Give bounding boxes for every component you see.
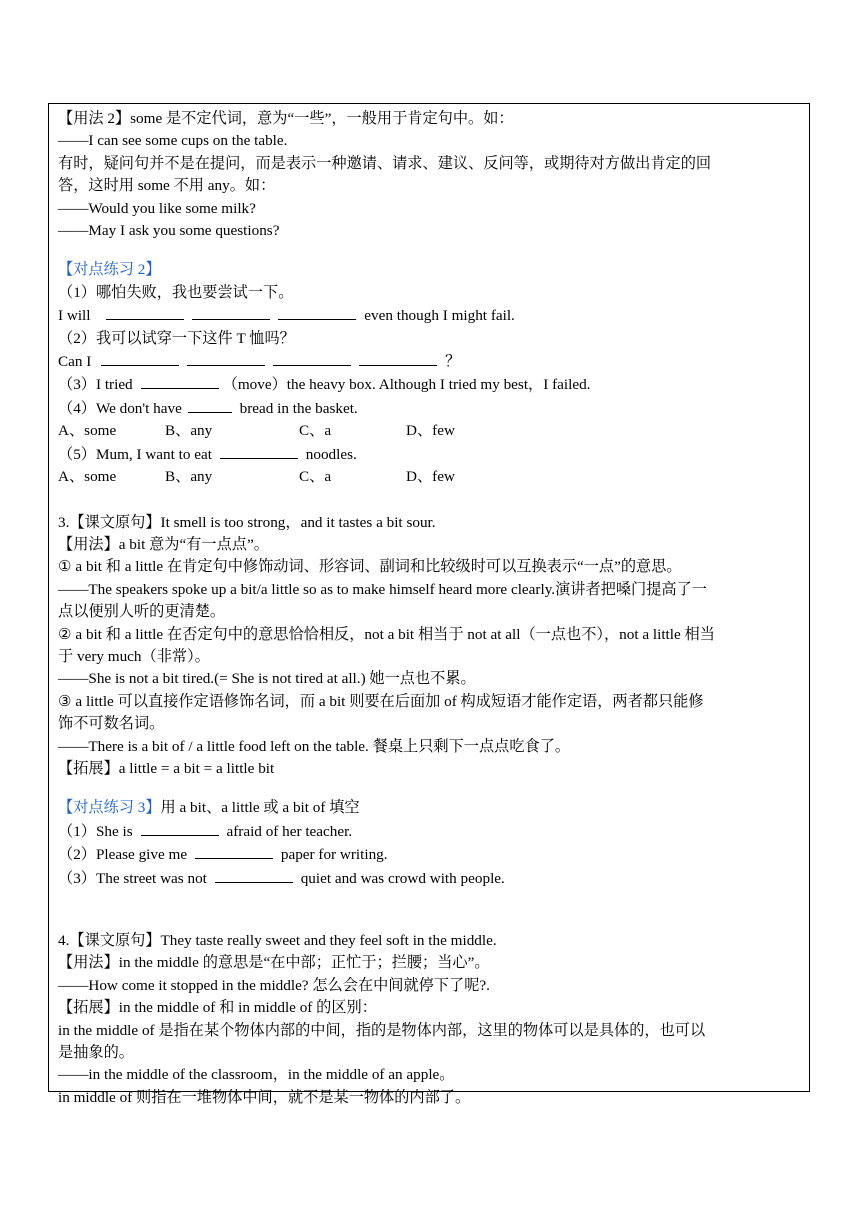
explanation-line: ③ a little 可以直接作定语修饰名词，而 a bit 则要在后面加 of 构成短语才能作定语，两者都只能修 — [58, 692, 704, 710]
choice-options — [58, 466, 801, 488]
answer-blank[interactable] — [141, 820, 219, 836]
answer-blank[interactable] — [273, 350, 351, 366]
exercise-question-cn: （1）哪怕失败，我也要尝试一下。 — [58, 283, 294, 301]
answer-blank[interactable] — [215, 867, 293, 883]
answer-blank[interactable] — [141, 373, 219, 389]
exercise-question: Can I ？ — [58, 350, 801, 373]
content-frame — [48, 103, 810, 1106]
exercise-question: （3）I tried （move）the heavy box. Although I tried my best，I failed. — [58, 373, 801, 396]
exercise-question: （4）We don't have bread in the basket. — [58, 397, 801, 420]
exercise-question: （3）The street was not quiet and was crowd with people. — [58, 867, 801, 890]
exercise-question: （1）She is afraid of her teacher. — [58, 820, 801, 843]
answer-blank[interactable] — [187, 350, 265, 366]
explanation-line: 于 very much（非常）。 — [58, 647, 210, 665]
section-3-heading: 3.【课文原句】It smell is too strong，and it tastes a bit sour. — [58, 513, 436, 531]
choice-option[interactable]: B、any — [165, 422, 213, 440]
example-line: ——How come it stopped in the middle? 怎么会在中间就停下了呢?. — [58, 976, 490, 994]
example-line: 点以便别人听的更清楚。 — [58, 603, 226, 621]
explanation-line: 有时，疑问句并不是在提问，而是表示一种邀请、请求、建议、反问等，或期待对方做出肯定的回 — [58, 154, 712, 172]
answer-blank[interactable] — [192, 304, 270, 320]
explanation-line: 是抽象的。 — [58, 1044, 134, 1062]
usage-2-heading: 【用法 2】some 是不定代词，意为“一些”，一般用于肯定句中。如： — [58, 110, 514, 127]
example-line: ——The speakers spoke up a bit/a little so as to make himself heard more clearly.演讲者把嗓门提高了一 — [58, 580, 707, 598]
extension-heading: 【拓展】in the middle of 和 in middle of 的区别： — [58, 999, 377, 1017]
answer-blank[interactable] — [188, 397, 232, 413]
answer-blank[interactable] — [101, 350, 179, 366]
choice-option[interactable]: C、a — [299, 468, 332, 486]
exercise-question: I will even though I might fail. — [58, 304, 801, 327]
explanation-line: in the middle of 是指在某个物体内部的中间，指的是物体内部，这里的物体可以是具体的，也可以 — [58, 1021, 706, 1039]
explanation-line: ② a bit 和 a little 在否定句中的意思恰恰相反，not a bit 相当于 not at all（一点也不），not a little 相当 — [58, 625, 715, 643]
example-line: ——I can see some cups on the table. — [58, 132, 288, 150]
example-line: ——May I ask you some questions? — [58, 222, 280, 240]
explanation-line: 答，这时用 some 不用 any。如： — [58, 177, 276, 195]
choice-option[interactable]: D、few — [406, 422, 455, 440]
answer-blank[interactable] — [195, 843, 273, 859]
extension-line: 【拓展】a little = a bit = a little bit — [58, 759, 275, 777]
exercise-question: （5）Mum, I want to eat noodles. — [58, 443, 801, 466]
exercise-question-cn: （2）我可以试穿一下这件 T 恤吗？ — [58, 329, 295, 347]
answer-blank[interactable] — [278, 304, 356, 320]
explanation-line: 饰不可数名词。 — [58, 715, 165, 733]
choice-option[interactable]: A、some — [58, 422, 117, 440]
choice-option[interactable]: B、any — [165, 468, 213, 486]
example-line: ——There is a bit of / a little food left on the table. 餐桌上只剩下一点点吃食了。 — [58, 737, 571, 755]
choice-option[interactable]: C、a — [299, 422, 332, 440]
answer-blank[interactable] — [106, 304, 184, 320]
choice-option[interactable]: D、few — [406, 468, 455, 486]
explanation-line: ① a bit 和 a little 在肯定句中修饰动词、形容词、副词和比较级时可以互换表示“一点”的意思。 — [58, 558, 682, 576]
exercise-3-title: 【对点练习 3】用 a bit、a little 或 a bit of 填空 — [58, 799, 360, 817]
usage-heading: 【用法】a bit 意为“有一点点”。 — [58, 535, 269, 553]
answer-blank[interactable] — [220, 443, 298, 459]
example-line: ——Would you like some milk? — [58, 199, 256, 217]
explanation-line: in middle of 则指在一堆物体中间，就不是某一物体的内部了。 — [58, 1088, 471, 1106]
choice-options — [58, 420, 801, 442]
answer-blank[interactable] — [359, 350, 437, 366]
usage-heading: 【用法】in the middle 的意思是“在中部；正忙于；拦腰；当心”。 — [58, 954, 490, 972]
exercise-2-title: 【对点练习 2】 — [58, 261, 161, 279]
example-line: ——She is not a bit tired.(= She is not tired at all.) 她一点也不累。 — [58, 670, 476, 688]
exercise-question: （2）Please give me paper for writing. — [58, 843, 801, 866]
choice-option[interactable]: A、some — [58, 468, 117, 486]
section-4-heading: 4.【课文原句】They taste really sweet and they feel soft in the middle. — [58, 932, 497, 949]
example-line: ——in the middle of the classroom，in the middle of an apple。 — [58, 1066, 455, 1084]
